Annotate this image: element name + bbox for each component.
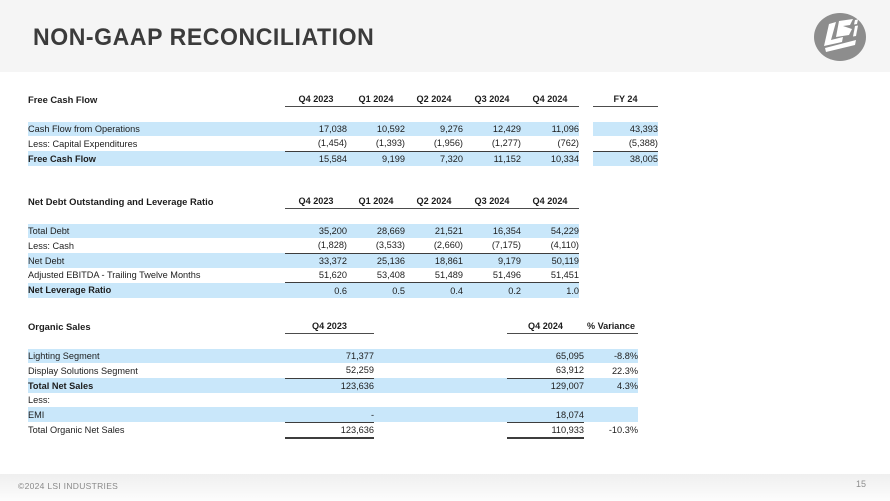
column-header: Q4 2024 <box>521 194 579 209</box>
column-gap <box>374 422 507 438</box>
row-value: (2,660) <box>405 238 463 253</box>
column-header: Q2 2024 <box>405 92 463 107</box>
row-value: 10,592 <box>347 122 405 136</box>
row-value-extra: 43,393 <box>593 122 658 136</box>
row-value: (762) <box>521 136 579 151</box>
table-header-row <box>28 319 638 334</box>
row-value: 12,429 <box>463 122 521 136</box>
row-value-extra: 38,005 <box>593 151 658 166</box>
row-value: (1,956) <box>405 136 463 151</box>
column-header: Q4 2023 <box>285 194 347 209</box>
row-value: 22.3% <box>611 365 638 376</box>
financial-tables-area <box>0 72 890 474</box>
row-value: 53,408 <box>347 268 405 283</box>
row-value: 129,007 <box>507 378 584 393</box>
row-value: 0.6 <box>285 283 347 298</box>
table-free-cash-flow <box>28 92 658 166</box>
row-value: -10.3% <box>608 425 638 436</box>
column-header: Q4 2023 <box>285 92 347 107</box>
row-value <box>584 393 638 407</box>
row-value: 52,259 <box>285 363 374 378</box>
row-label: Less: <box>28 395 50 406</box>
row-label: Total Organic Net Sales <box>28 425 125 436</box>
row-label: Adjusted EBITDA - Trailing Twelve Months <box>28 270 201 281</box>
row-value: - <box>285 407 374 422</box>
table-row <box>28 349 638 363</box>
table-net-debt-leverage <box>28 194 579 298</box>
row-value: 63,912 <box>507 363 584 378</box>
column-gap <box>374 393 507 407</box>
row-value: (1,454) <box>285 136 347 151</box>
row-value: 16,354 <box>463 224 521 238</box>
row-label: Less: Cash <box>28 240 74 251</box>
row-value: (3,533) <box>347 238 405 253</box>
column-header: Q1 2024 <box>347 194 405 209</box>
row-value: 11,096 <box>521 122 579 136</box>
row-label: Lighting Segment <box>28 349 285 363</box>
row-label: Free Cash Flow <box>28 151 285 166</box>
page-title: NON-GAAP RECONCILIATION <box>33 24 375 51</box>
row-value: 0.2 <box>463 283 521 298</box>
row-spacer <box>28 107 658 122</box>
section-title: Free Cash Flow <box>28 93 98 105</box>
column-header: Q2 2024 <box>405 194 463 209</box>
table-row <box>28 122 658 136</box>
row-value <box>285 393 374 407</box>
table-row <box>28 283 579 298</box>
column-header: Q4 2024 <box>507 319 584 334</box>
row-value: (1,828) <box>285 238 347 253</box>
table-row <box>28 238 579 253</box>
column-header: Q3 2024 <box>463 194 521 209</box>
row-value: (7,175) <box>463 238 521 253</box>
column-header: Q1 2024 <box>347 92 405 107</box>
row-value: 28,669 <box>347 224 405 238</box>
table-row <box>28 224 579 238</box>
footer-copyright: ©2024 LSI INDUSTRIES <box>18 481 119 491</box>
table-row <box>28 422 638 438</box>
slide-footer-band <box>0 474 890 501</box>
row-value: (1,277) <box>463 136 521 151</box>
row-value <box>584 407 638 422</box>
row-value: 50,119 <box>521 253 579 268</box>
row-value: 123,636 <box>285 378 374 393</box>
row-value: 10,334 <box>521 151 579 166</box>
row-label: Net Leverage Ratio <box>28 283 285 298</box>
column-gap <box>579 122 593 136</box>
row-value: 4.3% <box>584 378 638 393</box>
row-value: 35,200 <box>285 224 347 238</box>
table-header-row <box>28 92 658 107</box>
row-value: 18,074 <box>507 407 584 422</box>
row-value: 110,933 <box>507 422 584 438</box>
column-gap <box>374 349 507 363</box>
row-value: 65,095 <box>507 349 584 363</box>
row-value: 21,521 <box>405 224 463 238</box>
row-value: 51,489 <box>405 268 463 283</box>
table-row <box>28 407 638 422</box>
row-value: 33,372 <box>285 253 347 268</box>
row-label: Net Debt <box>28 253 285 268</box>
row-value: 18,861 <box>405 253 463 268</box>
row-value: 9,276 <box>405 122 463 136</box>
column-header: % Variance <box>584 319 638 334</box>
row-value: 9,199 <box>347 151 405 166</box>
column-gap <box>374 378 507 393</box>
row-value: 1.0 <box>521 283 579 298</box>
row-value: 71,377 <box>285 349 374 363</box>
row-label: Display Solutions Segment <box>28 365 138 376</box>
table-row <box>28 136 658 151</box>
column-header-extra: FY 24 <box>593 92 658 107</box>
page-number: 15 <box>856 479 867 489</box>
table-row <box>28 378 638 393</box>
row-label: EMI <box>28 407 285 422</box>
row-value: 9,179 <box>463 253 521 268</box>
column-gap <box>374 407 507 422</box>
column-gap <box>579 151 593 166</box>
section-title: Net Debt Outstanding and Leverage Ratio <box>28 195 214 207</box>
row-value-extra: (5,388) <box>593 136 658 151</box>
row-label: Total Net Sales <box>28 378 285 393</box>
column-gap <box>579 92 593 107</box>
column-header: Q3 2024 <box>463 92 521 107</box>
row-label: Total Debt <box>28 224 285 238</box>
row-label: Less: Capital Expenditures <box>28 138 138 149</box>
row-value: 0.4 <box>405 283 463 298</box>
column-gap <box>374 363 507 378</box>
lsi-industries-logo <box>809 12 871 62</box>
row-label: Cash Flow from Operations <box>28 122 285 136</box>
table-row <box>28 253 579 268</box>
table-row <box>28 363 638 378</box>
row-value: (4,110) <box>521 238 579 253</box>
table-row <box>28 151 658 166</box>
row-spacer <box>28 334 638 349</box>
table-row <box>28 393 638 407</box>
table-header-row <box>28 194 579 209</box>
row-value: 0.5 <box>347 283 405 298</box>
column-gap <box>374 319 507 334</box>
row-value: 17,038 <box>285 122 347 136</box>
row-spacer <box>28 209 579 224</box>
row-value: 25,136 <box>347 253 405 268</box>
row-value: (1,393) <box>347 136 405 151</box>
table-row <box>28 268 579 283</box>
table-organic-sales <box>28 319 638 439</box>
row-value: 51,451 <box>521 268 579 283</box>
column-header: Q4 2023 <box>285 319 374 334</box>
row-value: 123,636 <box>285 422 374 438</box>
column-header: Q4 2024 <box>521 92 579 107</box>
row-value: -8.8% <box>584 349 638 363</box>
row-value: 51,620 <box>285 268 347 283</box>
row-value <box>507 393 584 407</box>
row-value: 15,584 <box>285 151 347 166</box>
column-gap <box>579 136 593 151</box>
section-title: Organic Sales <box>28 320 91 332</box>
row-value: 11,152 <box>463 151 521 166</box>
row-value: 51,496 <box>463 268 521 283</box>
row-value: 7,320 <box>405 151 463 166</box>
row-value: 54,229 <box>521 224 579 238</box>
